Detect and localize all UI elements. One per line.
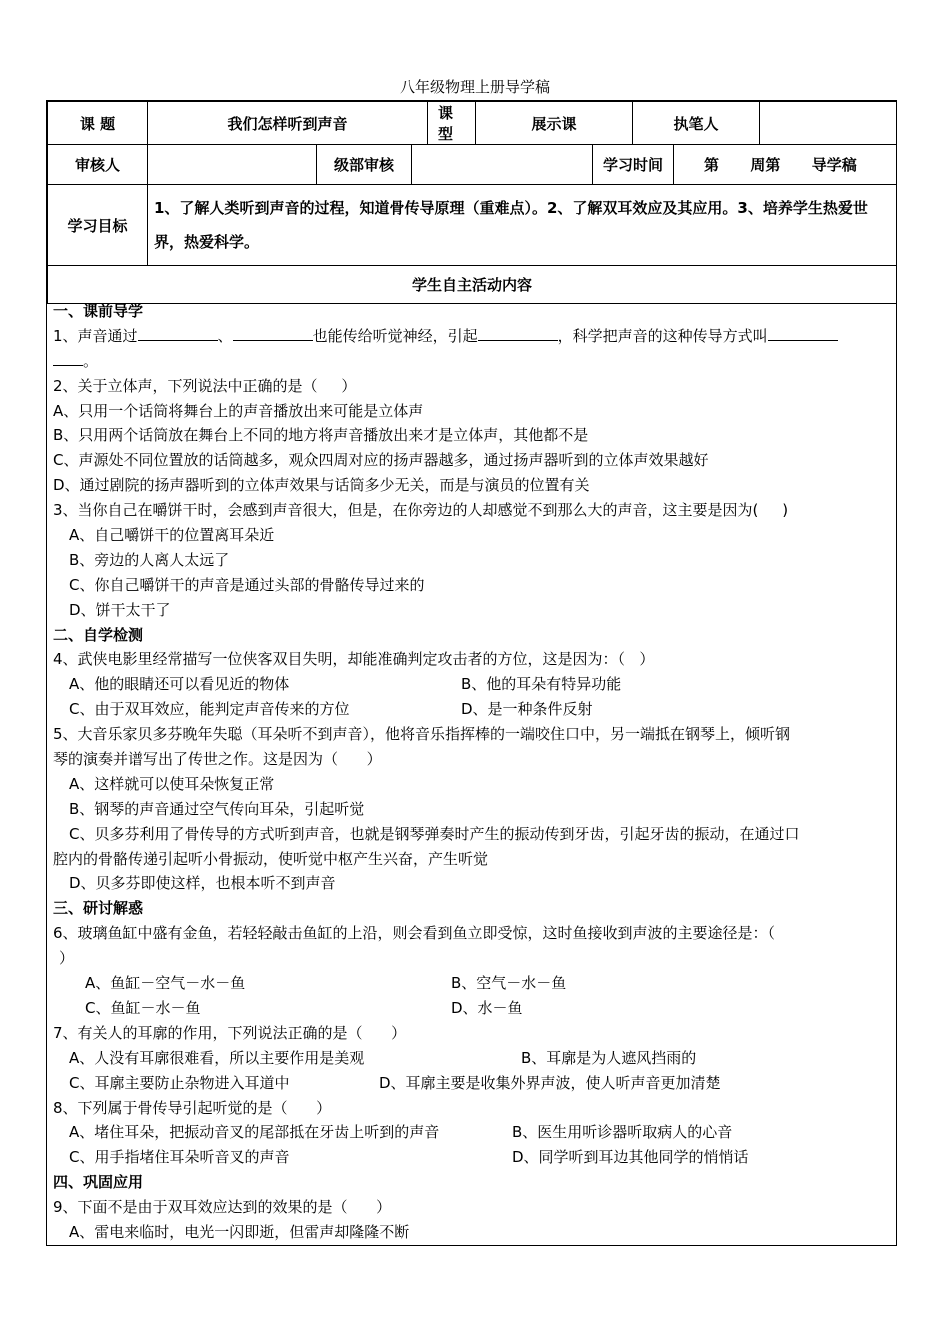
option: D、耳廓主要是收集外界声波，使人听声音更加清楚 — [379, 1073, 721, 1092]
answer-blank[interactable] — [768, 325, 838, 341]
option-row — [53, 697, 892, 722]
activity-title: 学生自主活动内容 — [48, 266, 897, 304]
option: B、旁边的人离人太远了 — [69, 550, 230, 569]
option: B、他的耳朵有特异功能 — [461, 675, 622, 694]
question-4: 4、武侠电影里经常描写一位侠客双目失明，却能准确判定攻击者的方位，这是因为：（ ） — [53, 650, 655, 669]
question-6-cont: ） — [59, 949, 75, 968]
option: B、只用两个话筒放在舞台上不同的地方将声音播放出来才是立体声，其他都不是 — [53, 426, 589, 445]
option-row — [53, 1046, 892, 1071]
option: C、由于双耳效应，能判定声音传来的方位 — [69, 700, 350, 719]
worksheet-frame — [46, 100, 897, 1246]
question-1: 1、声音通过 、 也能传给听觉神经，引起 ，科学把声音的这种传导方式叫 — [53, 324, 892, 349]
question-5-cont: 琴的演奏并谱写出了传世之作。这是因为（ ） — [53, 750, 382, 769]
option-row — [53, 996, 892, 1021]
option: C、用手指堵住耳朵听音叉的声音 — [69, 1148, 290, 1167]
option-row — [53, 1120, 892, 1145]
question-9: 9、下面不是由于双耳效应达到的效果的是（ ） — [53, 1198, 392, 1217]
topic-label: 课 题 — [48, 102, 148, 145]
section-heading: 四、巩固应用 — [53, 1173, 144, 1192]
reviewer-label: 审核人 — [48, 145, 148, 185]
option: A、雷电来临时，电光一闪即逝，但雷声却隆隆不断 — [69, 1222, 410, 1241]
study-time-label: 学习时间 — [593, 145, 674, 185]
option: B、钢琴的声音通过空气传向耳朵，引起听觉 — [69, 799, 365, 818]
option: C、你自己嚼饼干的声音是通过头部的骨骼传导过来的 — [69, 575, 425, 594]
section-heading: 三、研讨解惑 — [53, 899, 144, 918]
reviewer-value — [148, 145, 317, 185]
option-row — [53, 971, 892, 996]
section-heading: 一、课前导学 — [53, 302, 144, 320]
option: C、鱼缸－水－鱼 — [85, 998, 201, 1017]
option: D、水－鱼 — [451, 998, 523, 1017]
option: B、空气－水－鱼 — [451, 974, 567, 993]
option: A、自己嚼饼干的位置离耳朵近 — [69, 526, 275, 545]
question-8: 8、下列属于骨传导引起听觉的是（ ） — [53, 1098, 332, 1117]
document-title: 八年级物理上册导学稿 — [399, 78, 550, 96]
option: A、鱼缸－空气－水－鱼 — [85, 974, 246, 993]
option-row — [53, 1071, 892, 1096]
option: D、同学听到耳边其他同学的悄悄话 — [512, 1148, 749, 1167]
option: B、耳廓是为人遮风挡雨的 — [521, 1048, 697, 1067]
option: A、只用一个话筒将舞台上的声音播放出来可能是立体声 — [53, 401, 424, 420]
option: D、通过剧院的扬声器听到的立体声效果与话筒多少无关，而是与演员的位置有关 — [53, 476, 590, 495]
option: D、贝多芬即使这样，也根本听不到声音 — [69, 874, 336, 893]
option: A、他的眼睛还可以看见近的物体 — [69, 675, 290, 694]
grade-review-value — [412, 145, 593, 185]
answer-blank[interactable] — [478, 325, 558, 341]
option: C、贝多芬利用了骨传导的方式听到声音，也就是钢琴弹奏时产生的振动传到牙齿，引起牙齿的振动，在通过口 — [69, 824, 800, 843]
option: A、堵住耳朵，把振动音叉的尾部抵在牙齿上听到的声音 — [69, 1123, 440, 1142]
question-6: 6、玻璃鱼缸中盛有金鱼，若轻轻敲击鱼缸的上沿，则会看到鱼立即受惊，这时鱼接收到声波的主要途径是：（ — [53, 924, 776, 943]
question-3: 3、当你自己在嚼饼干时，会感到声音很大，但是，在你旁边的人却感觉不到那么大的声音，这主要是因为( ) — [53, 501, 789, 520]
option: C、声源处不同位置放的话筒越多，观众四周对应的扬声器越多，通过扬声器听到的立体声效果越好 — [53, 451, 709, 470]
goal-value: 1、了解人类听到声音的过程，知道骨传导原理（重难点）。2、了解双耳效应及其应用。3、培养学生热爱世界，热爱科学。 — [148, 185, 897, 266]
answer-blank[interactable] — [53, 350, 83, 366]
topic-value: 我们怎样听到声音 — [148, 102, 428, 145]
type-label: 课 型 — [428, 102, 476, 145]
goal-label: 学习目标 — [48, 185, 148, 266]
option: B、医生用听诊器听取病人的心音 — [512, 1123, 733, 1142]
option-row — [53, 1145, 892, 1170]
option-cont: 腔内的骨骼传递引起听小骨振动，使听觉中枢产生兴奋，产生听觉 — [53, 849, 489, 868]
question-2: 2、关于立体声，下列说法中正确的是（ ） — [53, 376, 357, 395]
author-label: 执笔人 — [633, 102, 760, 145]
section-heading: 二、自学检测 — [53, 625, 144, 644]
answer-blank[interactable] — [233, 325, 313, 341]
grade-review-label: 级部审核 — [317, 145, 412, 185]
header-table — [47, 101, 897, 304]
option: A、人没有耳廓很难看，所以主要作用是美观 — [69, 1048, 365, 1067]
answer-blank[interactable] — [138, 325, 218, 341]
study-time-value: 第 周第 导学稿 — [674, 145, 897, 185]
option: D、饼干太干了 — [69, 600, 171, 619]
question-7: 7、有关人的耳廓的作用，下列说法正确的是（ ） — [53, 1023, 407, 1042]
option: A、这样就可以使耳朵恢复正常 — [69, 774, 275, 793]
option-row — [53, 672, 892, 697]
question-5: 5、大音乐家贝多芬晚年失聪（耳朵听不到声音），他将音乐指挥棒的一端咬住口中，另一端抵在钢琴上，倾听钢 — [53, 725, 791, 744]
author-value — [760, 102, 897, 145]
content-body — [53, 299, 892, 1245]
type-value: 展示课 — [476, 102, 633, 145]
question-1-cont: 。 — [53, 349, 892, 374]
option: D、是一种条件反射 — [461, 700, 593, 719]
option: C、耳廓主要防止杂物进入耳道中 — [69, 1073, 290, 1092]
